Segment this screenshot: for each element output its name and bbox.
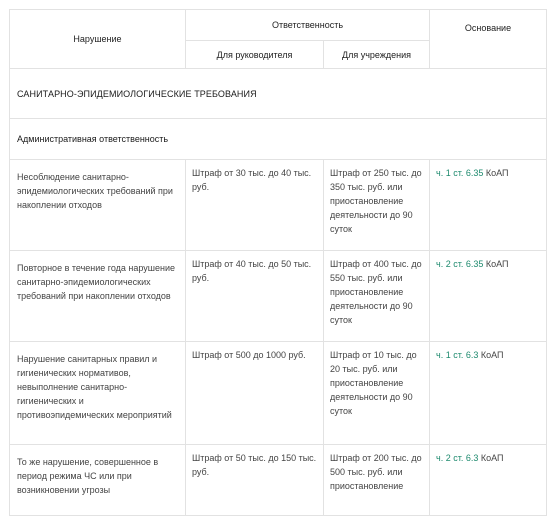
basis-cell xyxy=(430,251,547,342)
basis-link[interactable]: ч. 2 ст. 6.3 xyxy=(436,453,479,463)
violation-cell: Несоблюдение санитарно-эпидемиологических требований при накоплении отходов xyxy=(10,160,186,251)
header-for-manager: Для руководителя xyxy=(186,41,324,69)
header-basis: Основание xyxy=(430,10,547,69)
section-subtitle: Административная ответственность xyxy=(10,119,547,160)
header-responsibility: Ответственность xyxy=(186,10,430,41)
basis-suffix: КоАП xyxy=(483,259,509,269)
basis-suffix: КоАП xyxy=(478,350,504,360)
violation-cell: Нарушение санитарных правил и гигиенических нормативов, невыполнение санитарно-гигиенических и противоэпидемических мероприятий xyxy=(10,342,186,445)
basis-suffix: КоАП xyxy=(478,453,504,463)
header-violation: Нарушение xyxy=(10,10,186,69)
section-title-row xyxy=(10,69,547,119)
basis-link[interactable]: ч. 1 ст. 6.3 xyxy=(436,350,479,360)
table-row xyxy=(10,160,547,251)
fine-institution-cell: Штраф от 10 тыс. до 20 тыс. руб. или приостановление деятельности до 90 суток xyxy=(324,342,430,445)
section-subtitle-row xyxy=(10,119,547,160)
fine-institution-cell: Штраф от 200 тыс. до 500 тыс. руб. или приостановление xyxy=(324,445,430,516)
fine-manager-cell: Штраф от 40 тыс. до 50 тыс. руб. xyxy=(186,251,324,342)
violation-cell: Повторное в течение года нарушение санитарно-эпидемиологических требований при накоплении отходов xyxy=(10,251,186,342)
table-row xyxy=(10,445,547,516)
basis-suffix: КоАП xyxy=(483,168,509,178)
basis-cell xyxy=(430,342,547,445)
header-for-institution: Для учреждения xyxy=(324,41,430,69)
fine-institution-cell: Штраф от 400 тыс. до 550 тыс. руб. или приостановление деятельности до 90 суток xyxy=(324,251,430,342)
fine-manager-cell: Штраф от 30 тыс. до 40 тыс. руб. xyxy=(186,160,324,251)
basis-link[interactable]: ч. 2 ст. 6.35 xyxy=(436,259,484,269)
violation-cell: То же нарушение, совершенное в период режима ЧС или при возникновении угрозы xyxy=(10,445,186,516)
basis-cell xyxy=(430,445,547,516)
fine-institution-cell: Штраф от 250 тыс. до 350 тыс. руб. или приостановление деятельности до 90 суток xyxy=(324,160,430,251)
fine-manager-cell: Штраф от 50 тыс. до 150 тыс. руб. xyxy=(186,445,324,516)
basis-link[interactable]: ч. 1 ст. 6.35 xyxy=(436,168,484,178)
table-row xyxy=(10,342,547,445)
fines-table xyxy=(9,9,547,516)
table-row xyxy=(10,251,547,342)
fine-manager-cell: Штраф от 500 до 1000 руб. xyxy=(186,342,324,445)
section-title: САНИТАРНО-ЭПИДЕМИОЛОГИЧЕСКИЕ ТРЕБОВАНИЯ xyxy=(10,69,547,119)
basis-cell xyxy=(430,160,547,251)
table-header-row xyxy=(10,10,547,41)
